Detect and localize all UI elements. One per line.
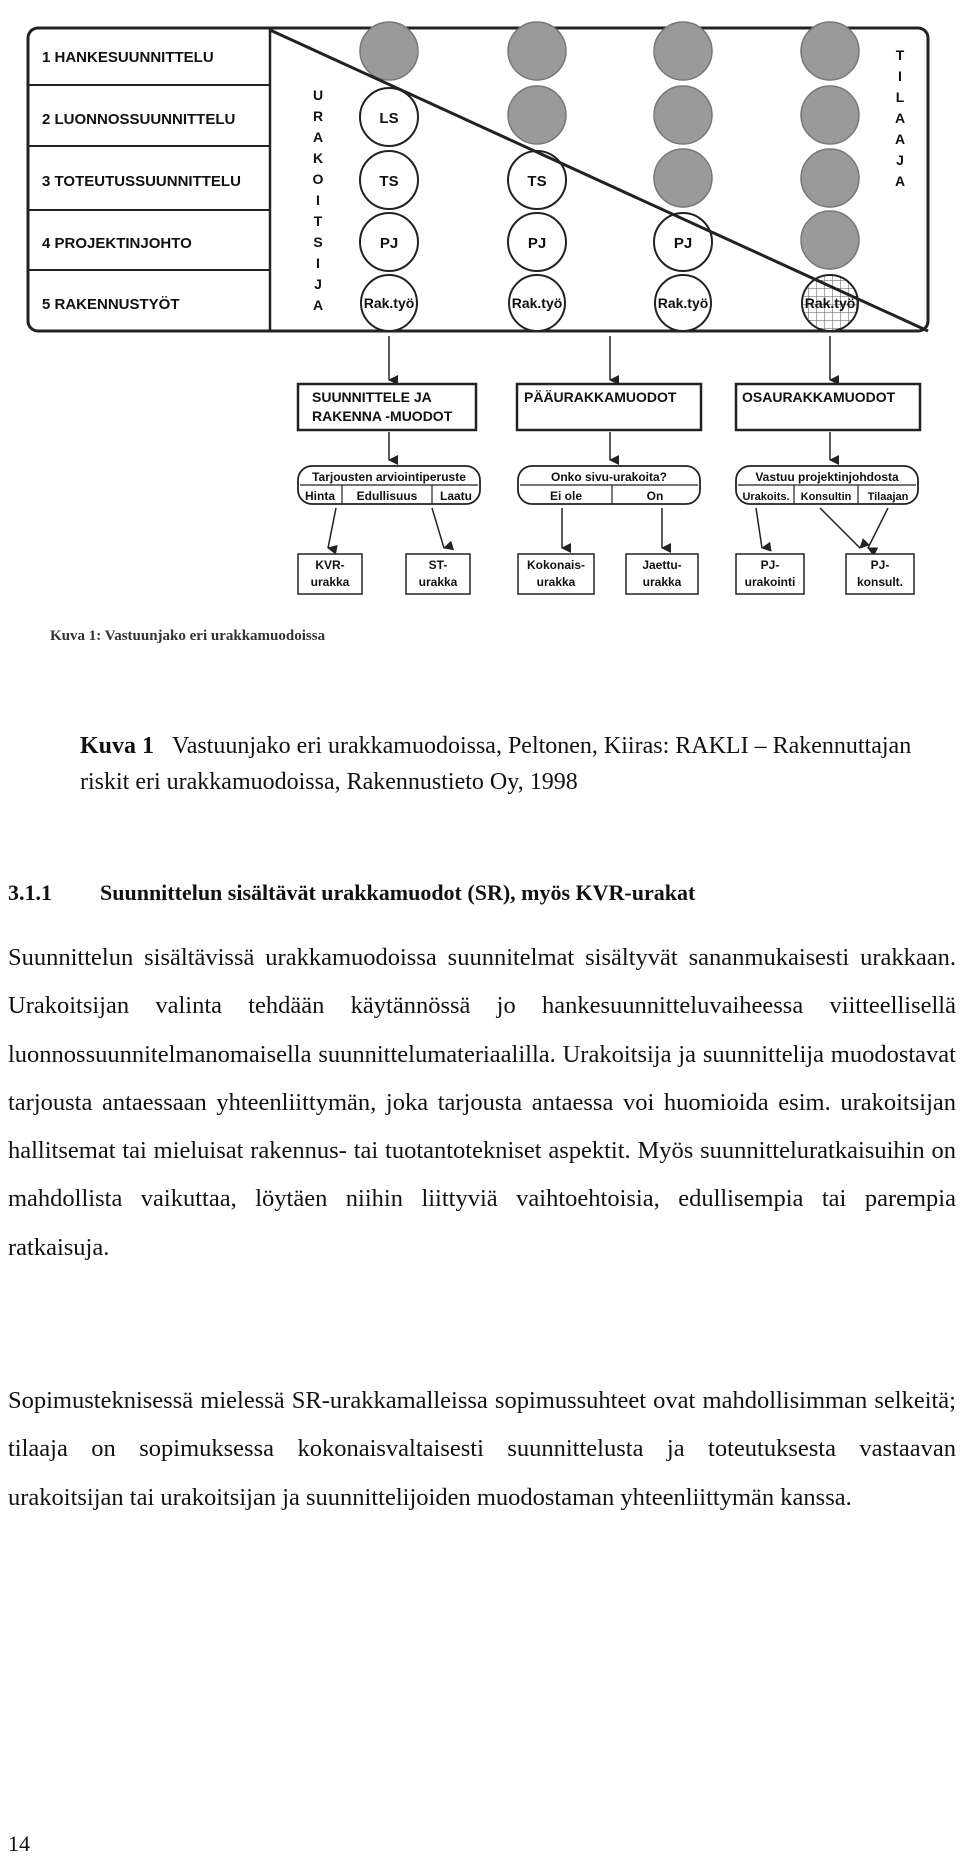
result-box-pj-urakointi [736, 554, 804, 594]
svg-text:urakka: urakka [642, 575, 682, 589]
svg-text:Hinta: Hinta [305, 489, 335, 503]
section-number: 3.1.1 [8, 880, 52, 905]
svg-text:urakka: urakka [310, 575, 350, 589]
svg-text:J: J [896, 152, 904, 168]
criteria-sr [298, 466, 480, 504]
svg-text:O: O [312, 171, 324, 187]
result-box-kvr [298, 554, 362, 594]
body-paragraph: Sopimusteknisessä mielessä SR-urakkamalleissa sopimussuhteet ovat mahdollisimman selkeitä; tilaaja on sopimuksessa kokonaisvaltaisesti suunnittelusta ja toteutuksesta vastaavan urakoitsijan tai urakoitsijan ja suunnittelijoiden muodostaman yhteenliittymän kanssa. [8, 1387, 956, 1511]
svg-text:Jaettu-: Jaettu- [642, 558, 682, 572]
circle-label-rak: Rak.työ [804, 295, 856, 311]
svg-text:T: T [895, 47, 905, 63]
svg-text:Ei ole: Ei ole [549, 489, 583, 503]
svg-text:PJ-: PJ- [870, 558, 890, 572]
svg-text:On: On [646, 489, 664, 503]
circle-label-pj: PJ [379, 235, 399, 252]
circle-label-rak: Rak.työ [363, 295, 415, 311]
figure-caption-text: Vastuunjako eri urakkamuodoissa, Peltonen, Kiiras: RAKLI – Rakennuttajan riskit eri urakkamuodoissa, Rakennustieto Oy, 1998 [80, 733, 912, 795]
svg-text:Tarjousten arviointiperuste: Tarjousten arviointiperuste [312, 470, 466, 484]
svg-text:konsult.: konsult. [856, 575, 904, 589]
body-paragraph: Suunnittelun sisältävissä urakkamuodoissa suunnitelmat sisältyvät sananmukaisesti urakkaan. Urakoitsijan valinta tehdään käytännössä jo hankesuunnitteluvaiheessa viitteellisellä luonnossuunnitelmanomaisella suunnittelumateriaalilla. Urakoitsija ja suunnittelija muodostavat tarjousta antaessaan yhteenliittymän, joka tarjousta antaessa voi huomioida esim. urakoitsijan hallitsemat tai mieluisat rakennus- tai tuotantotekniset aspektit. Myös suunnitteluratkaisuihin on mahdollista vaikuttaa, löytäen niihin liittyviä vaihtoehtoisia, edullisempia tai parempia ratkaisuja. [8, 944, 956, 1261]
svg-text:Vastuu projektinjohdosta: Vastuu projektinjohdosta [755, 470, 899, 484]
criteria-main [518, 466, 700, 504]
group-title-main-line1: PÄÄURAKKAMUODOT [524, 389, 677, 405]
svg-text:ST-: ST- [428, 558, 448, 572]
svg-text:J: J [314, 276, 322, 292]
circle-label-rak: Rak.työ [657, 295, 709, 311]
svg-text:Kokonais-: Kokonais- [526, 558, 586, 572]
result-box-st [406, 554, 470, 594]
result-box-kokonais [518, 554, 594, 594]
group-title-sr-line1: SUUNNITTELE JA [312, 389, 432, 405]
responsibility-diagram [0, 0, 960, 660]
result-box-pj-konsult [846, 554, 914, 594]
svg-text:Edullisuus: Edullisuus [356, 489, 418, 503]
figure-inner-caption: Kuva 1: Vastuunjako eri urakkamuodoissa [50, 628, 326, 644]
phase-5: 5 RAKENNUSTYÖT [42, 296, 180, 313]
section-heading [8, 880, 695, 906]
svg-text:Urakoits.: Urakoits. [742, 491, 790, 503]
section-title: Suunnittelun sisältävät urakkamuodot (SR), myös KVR-urakat [100, 880, 696, 905]
phase-2: 2 LUONNOSSUUNNITTELU [42, 111, 236, 128]
result-box-jaettu [626, 554, 698, 594]
svg-text:urakointi: urakointi [744, 575, 796, 589]
phase-4: 4 PROJEKTINJOHTO [42, 235, 192, 252]
svg-text:A: A [312, 129, 324, 145]
circle-label-ts: TS [379, 173, 399, 190]
phase-3: 3 TOTEUTUSSUUNNITTELU [42, 173, 241, 190]
figure-caption-label: Kuva 1 [80, 733, 155, 759]
svg-text:I: I [316, 192, 320, 208]
svg-text:Laatu: Laatu [439, 489, 473, 503]
svg-text:PJ-: PJ- [760, 558, 780, 572]
svg-text:K: K [312, 150, 324, 166]
circle-label-ts: TS [527, 173, 547, 190]
svg-text:urakka: urakka [536, 575, 576, 589]
group-title-sr-line2: RAKENNA -MUODOT [312, 408, 453, 424]
svg-text:Konsultin: Konsultin [800, 491, 852, 503]
figure-caption [80, 728, 940, 800]
svg-text:urakka: urakka [418, 575, 458, 589]
svg-text:A: A [894, 173, 906, 189]
circle-label-ls: LS [379, 110, 399, 127]
svg-text:A: A [894, 110, 906, 126]
svg-text:U: U [312, 87, 324, 103]
phase-1: 1 HANKESUUNNITTELU [42, 49, 214, 66]
circle-label-pj: PJ [673, 235, 693, 252]
svg-text:Onko sivu-urakoita?: Onko sivu-urakoita? [550, 470, 668, 484]
svg-text:A: A [312, 297, 324, 313]
svg-text:I: I [316, 255, 320, 271]
page-number: 14 [8, 1831, 30, 1856]
svg-text:R: R [312, 108, 324, 124]
svg-text:A: A [894, 131, 906, 147]
circle-label-pj: PJ [527, 235, 547, 252]
svg-text:I: I [898, 68, 902, 84]
circle-label-rak: Rak.työ [511, 295, 563, 311]
svg-text:T: T [313, 213, 323, 229]
svg-text:S: S [313, 234, 323, 250]
svg-text:KVR-: KVR- [315, 558, 345, 572]
svg-text:Tilaajan: Tilaajan [867, 491, 909, 503]
group-title-part-line1: OSAURAKKAMUODOT [742, 389, 896, 405]
criteria-part [736, 466, 918, 504]
svg-text:L: L [895, 89, 905, 105]
